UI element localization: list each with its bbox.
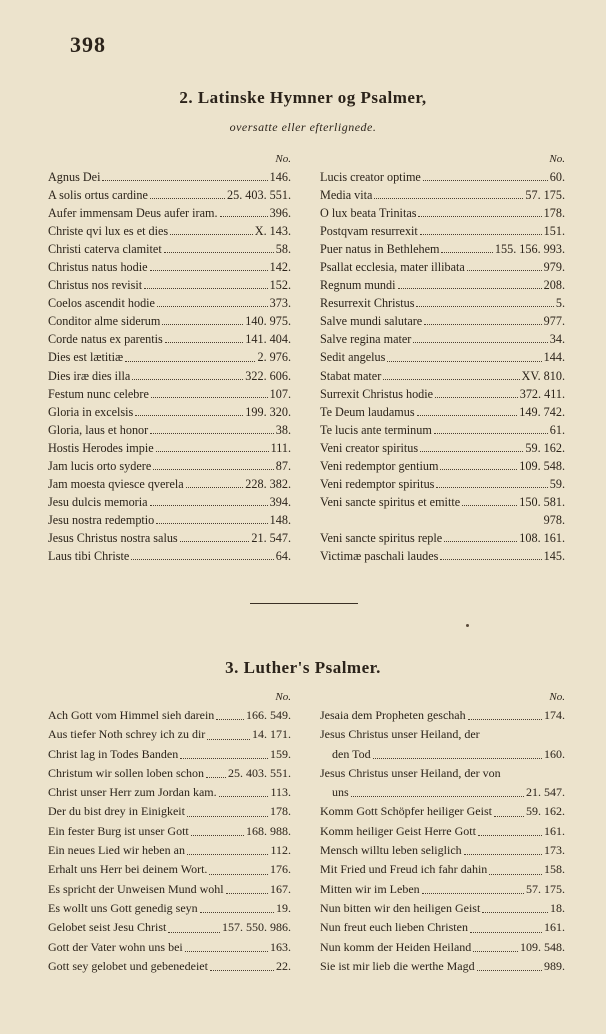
entry-title: Jesu dulcis memoria: [48, 494, 148, 509]
entry-title: Laus tibi Christe: [48, 548, 130, 563]
index-entry: [320, 276, 565, 294]
entry-title: Christ unser Herr zum Jordan kam.: [48, 785, 217, 800]
entry-numbers: 111.: [270, 440, 291, 455]
dot-leader: [420, 451, 523, 452]
entry-title: Postqvam resurrexit: [320, 224, 418, 239]
dot-leader: [180, 541, 250, 542]
index-entry: [48, 529, 291, 547]
entry-title: Nun komm der Heiden Heiland: [320, 939, 472, 954]
entry-numbers: 978.: [543, 512, 565, 527]
dot-leader: [441, 252, 492, 253]
dot-leader: [417, 415, 518, 416]
dot-leader: [424, 324, 541, 325]
index-entry: [320, 745, 565, 764]
index-entry: [48, 764, 291, 783]
index-entry: [320, 706, 565, 725]
page-number: 398: [70, 32, 106, 57]
dot-leader: [413, 342, 547, 343]
entry-numbers: 59.: [549, 476, 565, 491]
entry-title: Ein fester Burg ist unser Gott: [48, 823, 189, 838]
entry-numbers: 59. 162.: [526, 804, 565, 819]
dot-leader: [135, 415, 243, 416]
section-3-left-column: [48, 688, 291, 976]
entry-title: Salve mundi salutare: [320, 314, 423, 329]
dot-leader: [180, 758, 268, 759]
dot-leader: [220, 216, 268, 217]
entry-title: Aufer immensam Deus aufer iram.: [48, 206, 218, 221]
index-entry: [48, 204, 291, 222]
dot-leader: [434, 433, 548, 434]
entry-title: Jesu nostra redemptio: [48, 512, 155, 527]
entry-title: Regnum mundi: [320, 278, 396, 293]
entry-numbers: 989.: [544, 958, 565, 973]
entry-numbers: 5.: [555, 296, 565, 311]
entry-numbers: 977.: [543, 314, 565, 329]
dot-leader: [489, 874, 542, 875]
entry-title: Veni sancte spiritus et emitte: [320, 494, 461, 509]
index-entry: [320, 899, 565, 918]
entry-numbers: 38.: [275, 422, 291, 437]
index-entry: [48, 330, 291, 348]
entry-title: Ach Gott vom Himmel sieh darein: [48, 708, 215, 722]
entry-title: Nun freut euch lieben Christen: [320, 920, 468, 935]
entry-title: Veni sancte spiritus reple: [320, 530, 443, 545]
entry-numbers: 396.: [269, 206, 291, 221]
dot-leader: [150, 505, 268, 506]
entry-title: Christus natus hodie: [48, 260, 148, 275]
section-3-title: 3. Luther's Psalmer.: [225, 658, 381, 677]
entry-numbers: 166. 549.: [246, 708, 291, 722]
entry-numbers: 174.: [544, 708, 565, 722]
entry-title: Media vita: [320, 188, 373, 203]
entry-title: Veni redemptor spiritus: [320, 476, 435, 491]
dot-leader: [383, 379, 519, 380]
entry-numbers: 208.: [543, 278, 565, 293]
dot-leader: [473, 951, 518, 952]
index-entry: [320, 529, 565, 547]
entry-title: Jam lucis orto sydere: [48, 458, 152, 473]
dot-leader: [398, 288, 542, 289]
column-header-no: No.: [549, 153, 565, 165]
index-entry: [320, 764, 565, 783]
dot-leader: [125, 361, 255, 362]
index-entry: [320, 439, 565, 457]
entry-title: Christe qvi lux es et dies: [48, 224, 169, 239]
index-entry: [320, 918, 565, 937]
entry-numbers: 141. 404.: [245, 332, 291, 347]
entry-numbers: 18.: [550, 900, 565, 915]
index-entry: [48, 860, 291, 879]
dot-leader: [156, 523, 267, 524]
index-entry: [48, 258, 291, 276]
dot-leader: [420, 234, 542, 235]
index-entry: [320, 957, 565, 976]
entry-numbers: 2. 976.: [257, 350, 291, 365]
dot-leader: [477, 970, 542, 971]
index-entry: [320, 547, 565, 565]
entry-numbers: XV. 810.: [521, 368, 565, 383]
index-entry: [320, 385, 565, 403]
dot-leader: [422, 893, 524, 894]
index-entry: [320, 725, 565, 744]
entry-title: Christ lag in Todes Banden: [48, 746, 179, 761]
entry-title: O lux beata Trinitas: [320, 206, 417, 221]
entry-numbers: 113.: [270, 785, 291, 800]
index-entry: [320, 403, 565, 421]
dot-leader: [468, 719, 542, 720]
column-header-no: No.: [275, 153, 291, 165]
dot-leader: [131, 559, 274, 560]
entry-numbers: 322. 606.: [245, 368, 291, 383]
entry-title: Komm Gott Schöpfer heiliger Geist: [320, 804, 492, 819]
entry-numbers: 19.: [276, 900, 291, 915]
section-2-right-column: [320, 150, 565, 565]
entry-numbers: 161.: [544, 823, 565, 838]
entry-numbers: 146.: [269, 170, 291, 184]
entry-title: Gloria, laus et honor: [48, 422, 149, 437]
entry-numbers: 21. 547.: [526, 785, 565, 800]
dot-leader: [187, 854, 268, 855]
entry-numbers: 176.: [270, 862, 291, 877]
entry-title: Nun bitten wir den heiligen Geist: [320, 900, 481, 915]
index-entry: [48, 475, 291, 493]
entry-title: Coelos ascendit hodie: [48, 296, 155, 311]
index-entry: [48, 403, 291, 421]
dot-leader: [219, 796, 269, 797]
dot-leader: [165, 342, 244, 343]
dot-leader: [102, 180, 267, 181]
entry-title: Sie ist mir lieb die werthe Magd: [320, 958, 475, 973]
entry-numbers: 152.: [269, 278, 291, 293]
entry-numbers: 199. 320.: [245, 404, 291, 419]
section-2-title: 2. Latinske Hymner og Psalmer,: [179, 88, 427, 107]
entry-title: Jam moesta qviesce qverela: [48, 476, 184, 491]
dot-leader: [226, 893, 268, 894]
entry-numbers: 228. 382.: [245, 476, 291, 491]
entry-title: Te lucis ante terminum: [320, 422, 432, 437]
entry-numbers: 145.: [543, 548, 565, 563]
dot-leader: [418, 216, 541, 217]
entry-numbers: 21. 547.: [251, 530, 291, 545]
entry-title: Ein neues Lied wir heben an: [48, 843, 185, 858]
index-entry: [320, 186, 565, 204]
entry-numbers: 57. 175.: [525, 188, 565, 203]
dot-leader: [206, 777, 226, 778]
index-entry: [48, 938, 291, 957]
paper-speck: [466, 624, 469, 627]
entry-title: Gelobet seist Jesu Christ: [48, 920, 167, 935]
index-entry: [48, 186, 291, 204]
entry-title: Jesaia dem Propheten geschah: [320, 708, 466, 722]
index-entry: [320, 348, 565, 366]
entry-numbers: 25. 403. 551.: [227, 188, 291, 203]
entry-title: Christum wir sollen loben schon: [48, 765, 204, 780]
entry-title: Veni creator spiritus: [320, 440, 419, 455]
dot-leader: [209, 874, 268, 875]
index-entry: [320, 312, 565, 330]
entry-numbers: 163.: [270, 939, 291, 954]
dot-leader: [436, 487, 547, 488]
dot-leader: [440, 559, 541, 560]
entry-numbers: 25. 403. 551.: [228, 765, 291, 780]
dot-leader: [416, 306, 553, 307]
dot-leader: [191, 835, 244, 836]
entry-numbers: 148.: [269, 512, 291, 527]
entry-title: Festum nunc celebre: [48, 386, 149, 401]
index-entry: [48, 511, 291, 529]
entry-title: den Tod: [332, 746, 371, 761]
index-entry: [48, 957, 291, 976]
entry-title: Es spricht der Unweisen Mund wohl: [48, 881, 224, 896]
entry-title: Dies iræ dies illa: [48, 368, 131, 383]
entry-numbers: 60.: [549, 170, 565, 184]
entry-title: Conditor alme siderum: [48, 314, 161, 329]
entry-numbers: 34.: [549, 332, 565, 347]
index-entry: [320, 938, 565, 957]
entry-numbers: 168. 988.: [246, 823, 291, 838]
dot-leader: [164, 252, 274, 253]
index-entry: [320, 204, 565, 222]
index-entry: [48, 222, 291, 240]
section-3-right-column: [320, 688, 565, 976]
index-entry: [320, 783, 565, 802]
entry-numbers: 372. 411.: [519, 386, 565, 401]
entry-numbers: 59. 162.: [525, 440, 565, 455]
entry-numbers: 161.: [544, 920, 565, 935]
entry-numbers: 158.: [544, 862, 565, 877]
index-entry: [320, 258, 565, 276]
dot-leader: [162, 324, 243, 325]
index-entry: [320, 367, 565, 385]
index-entry: [320, 222, 565, 240]
entry-title: Salve regina mater: [320, 332, 412, 347]
column-header-no: No.: [549, 691, 565, 703]
index-entry: [48, 385, 291, 403]
entry-numbers: 159.: [270, 746, 291, 761]
index-entry: [48, 880, 291, 899]
entry-title: Mitten wir im Leben: [320, 881, 420, 896]
dot-leader: [150, 433, 274, 434]
entry-numbers: 87.: [275, 458, 291, 473]
section-2-left-column: [48, 150, 291, 565]
entry-numbers: 394.: [269, 494, 291, 509]
entry-numbers: 109. 548.: [519, 458, 565, 473]
entry-title: Hostis Herodes impie: [48, 440, 154, 455]
index-entry: [48, 802, 291, 821]
entry-title: Gott der Vater wohn uns bei: [48, 939, 183, 954]
entry-title: Dies est lætitiæ: [48, 350, 124, 365]
entry-title: Te Deum laudamus: [320, 404, 415, 419]
dot-leader: [216, 719, 244, 720]
entry-numbers: 151.: [543, 224, 565, 239]
entry-title: Lucis creator optime: [320, 170, 421, 184]
index-entry: [48, 276, 291, 294]
entry-numbers: 109. 548.: [520, 939, 565, 954]
entry-numbers: 160.: [544, 746, 565, 761]
entry-numbers: 178.: [270, 804, 291, 819]
entry-numbers: 373.: [269, 296, 291, 311]
entry-title: Veni redemptor gentium: [320, 458, 439, 473]
index-entry: [320, 841, 565, 860]
dot-leader: [151, 397, 268, 398]
entry-numbers: 178.: [543, 206, 565, 221]
index-entry: [48, 457, 291, 475]
index-entry: [320, 330, 565, 348]
entry-title: Resurrexit Christus: [320, 296, 415, 311]
entry-numbers: 173.: [544, 843, 565, 858]
entry-title: Jesus Christus unser Heiland, der: [320, 727, 480, 742]
entry-numbers: 979.: [543, 260, 565, 275]
entry-numbers: 142.: [269, 260, 291, 275]
index-entry: [48, 312, 291, 330]
dot-leader: [478, 835, 542, 836]
index-entry: [48, 725, 291, 744]
dot-leader: [351, 796, 524, 797]
dot-leader: [435, 397, 518, 398]
dot-leader: [207, 739, 250, 740]
dot-leader: [187, 816, 268, 817]
dot-leader: [374, 198, 523, 199]
entry-title: Jesus Christus nostra salus: [48, 530, 178, 545]
dot-leader: [132, 379, 243, 380]
entry-title: A solis ortus cardine: [48, 188, 148, 203]
entry-numbers: X. 143.: [254, 224, 291, 239]
entry-numbers: 61.: [549, 422, 565, 437]
index-entry: [48, 168, 291, 186]
index-entry: [320, 475, 565, 493]
entry-title: uns: [332, 785, 349, 800]
entry-title: Mensch willtu leben seliglich: [320, 843, 462, 858]
index-entry: [48, 439, 291, 457]
entry-numbers: 57. 175.: [526, 881, 565, 896]
index-entry: [48, 240, 291, 258]
index-entry: [48, 822, 291, 841]
dot-leader: [186, 487, 244, 488]
entry-numbers: 140. 975.: [245, 314, 291, 329]
index-entry: [48, 348, 291, 366]
index-entry: [320, 168, 565, 186]
entry-title: Agnus Dei: [48, 170, 101, 184]
index-entry: [48, 841, 291, 860]
dot-leader: [462, 505, 517, 506]
entry-numbers: 107.: [269, 386, 291, 401]
index-entry: [320, 294, 565, 312]
entry-title: Es wollt uns Gott genedig seyn: [48, 900, 198, 915]
index-entry: [320, 511, 565, 529]
entry-numbers: 144.: [543, 350, 565, 365]
entry-numbers: 112.: [270, 843, 291, 858]
index-entry: [48, 783, 291, 802]
index-entry: [320, 457, 565, 475]
entry-numbers: 157. 550. 986.: [222, 920, 291, 935]
entry-numbers: 155. 156. 993.: [494, 242, 565, 257]
entry-title: Der du bist drey in Einigkeit: [48, 804, 185, 819]
dot-leader: [156, 451, 269, 452]
entry-numbers: 58.: [275, 242, 291, 257]
entry-title: Gloria in excelsis: [48, 404, 134, 419]
entry-numbers: 14. 171.: [252, 727, 291, 742]
entry-title: Corde natus ex parentis: [48, 332, 163, 347]
entry-title: Jesus Christus unser Heiland, der von: [320, 765, 501, 780]
dot-leader: [157, 306, 268, 307]
index-entry: [320, 802, 565, 821]
dot-leader: [440, 469, 517, 470]
index-entry: [48, 706, 291, 725]
entry-numbers: 167.: [270, 881, 291, 896]
dot-leader: [153, 469, 274, 470]
dot-leader: [210, 970, 274, 971]
entry-title: Aus tiefer Noth schrey ich zu dir: [48, 727, 206, 742]
index-entry: [48, 294, 291, 312]
index-entry: [320, 493, 565, 511]
dot-leader: [168, 932, 220, 933]
dot-leader: [373, 758, 542, 759]
entry-title: Erhalt uns Herr bei deinem Wort.: [48, 862, 208, 877]
dot-leader: [464, 854, 542, 855]
dot-leader: [444, 541, 517, 542]
entry-numbers: 108. 161.: [519, 530, 565, 545]
dot-leader: [185, 951, 268, 952]
index-entry: [48, 421, 291, 439]
entry-title: Mit Fried und Freud ich fahr dahin: [320, 862, 488, 877]
entry-title: Sedit angelus: [320, 350, 386, 365]
entry-title: Christus nos revisit: [48, 278, 143, 293]
entry-title: Gott sey gelobet und gebenedeiet: [48, 958, 208, 973]
section-2-subtitle: oversatte eller efterlignede.: [229, 120, 377, 134]
entry-title: Psallat ecclesia, mater illibata: [320, 260, 465, 275]
dot-leader: [150, 198, 225, 199]
entry-numbers: 150. 581.: [519, 494, 565, 509]
dot-leader: [150, 270, 268, 271]
dot-leader: [470, 932, 542, 933]
dot-leader: [494, 816, 524, 817]
dot-leader: [144, 288, 268, 289]
index-entry: [320, 240, 565, 258]
dot-leader: [387, 361, 541, 362]
index-entry: [320, 421, 565, 439]
index-entry: [48, 745, 291, 764]
index-entry: [48, 918, 291, 937]
entry-title: Puer natus in Bethlehem: [320, 242, 440, 257]
index-entry: [320, 880, 565, 899]
dot-leader: [423, 180, 548, 181]
entry-numbers: 149. 742.: [519, 404, 565, 419]
dot-leader: [170, 234, 253, 235]
entry-title: Surrexit Christus hodie: [320, 386, 434, 401]
column-header-no: No.: [275, 691, 291, 703]
dot-leader: [482, 912, 548, 913]
entry-numbers: 22.: [276, 958, 291, 973]
index-entry: [320, 822, 565, 841]
entry-title: Christi caterva clamitet: [48, 242, 162, 257]
index-entry: [48, 367, 291, 385]
entry-title: Stabat mater: [320, 368, 382, 383]
index-entry: [48, 899, 291, 918]
section-divider: [250, 603, 358, 604]
index-entry: [320, 860, 565, 879]
entry-title: Victimæ paschali laudes: [320, 548, 439, 563]
dot-leader: [467, 270, 542, 271]
index-entry: [48, 547, 291, 565]
entry-numbers: 64.: [275, 548, 291, 563]
dot-leader: [200, 912, 274, 913]
index-entry: [48, 493, 291, 511]
entry-title: Komm heiliger Geist Herre Gott: [320, 823, 476, 838]
